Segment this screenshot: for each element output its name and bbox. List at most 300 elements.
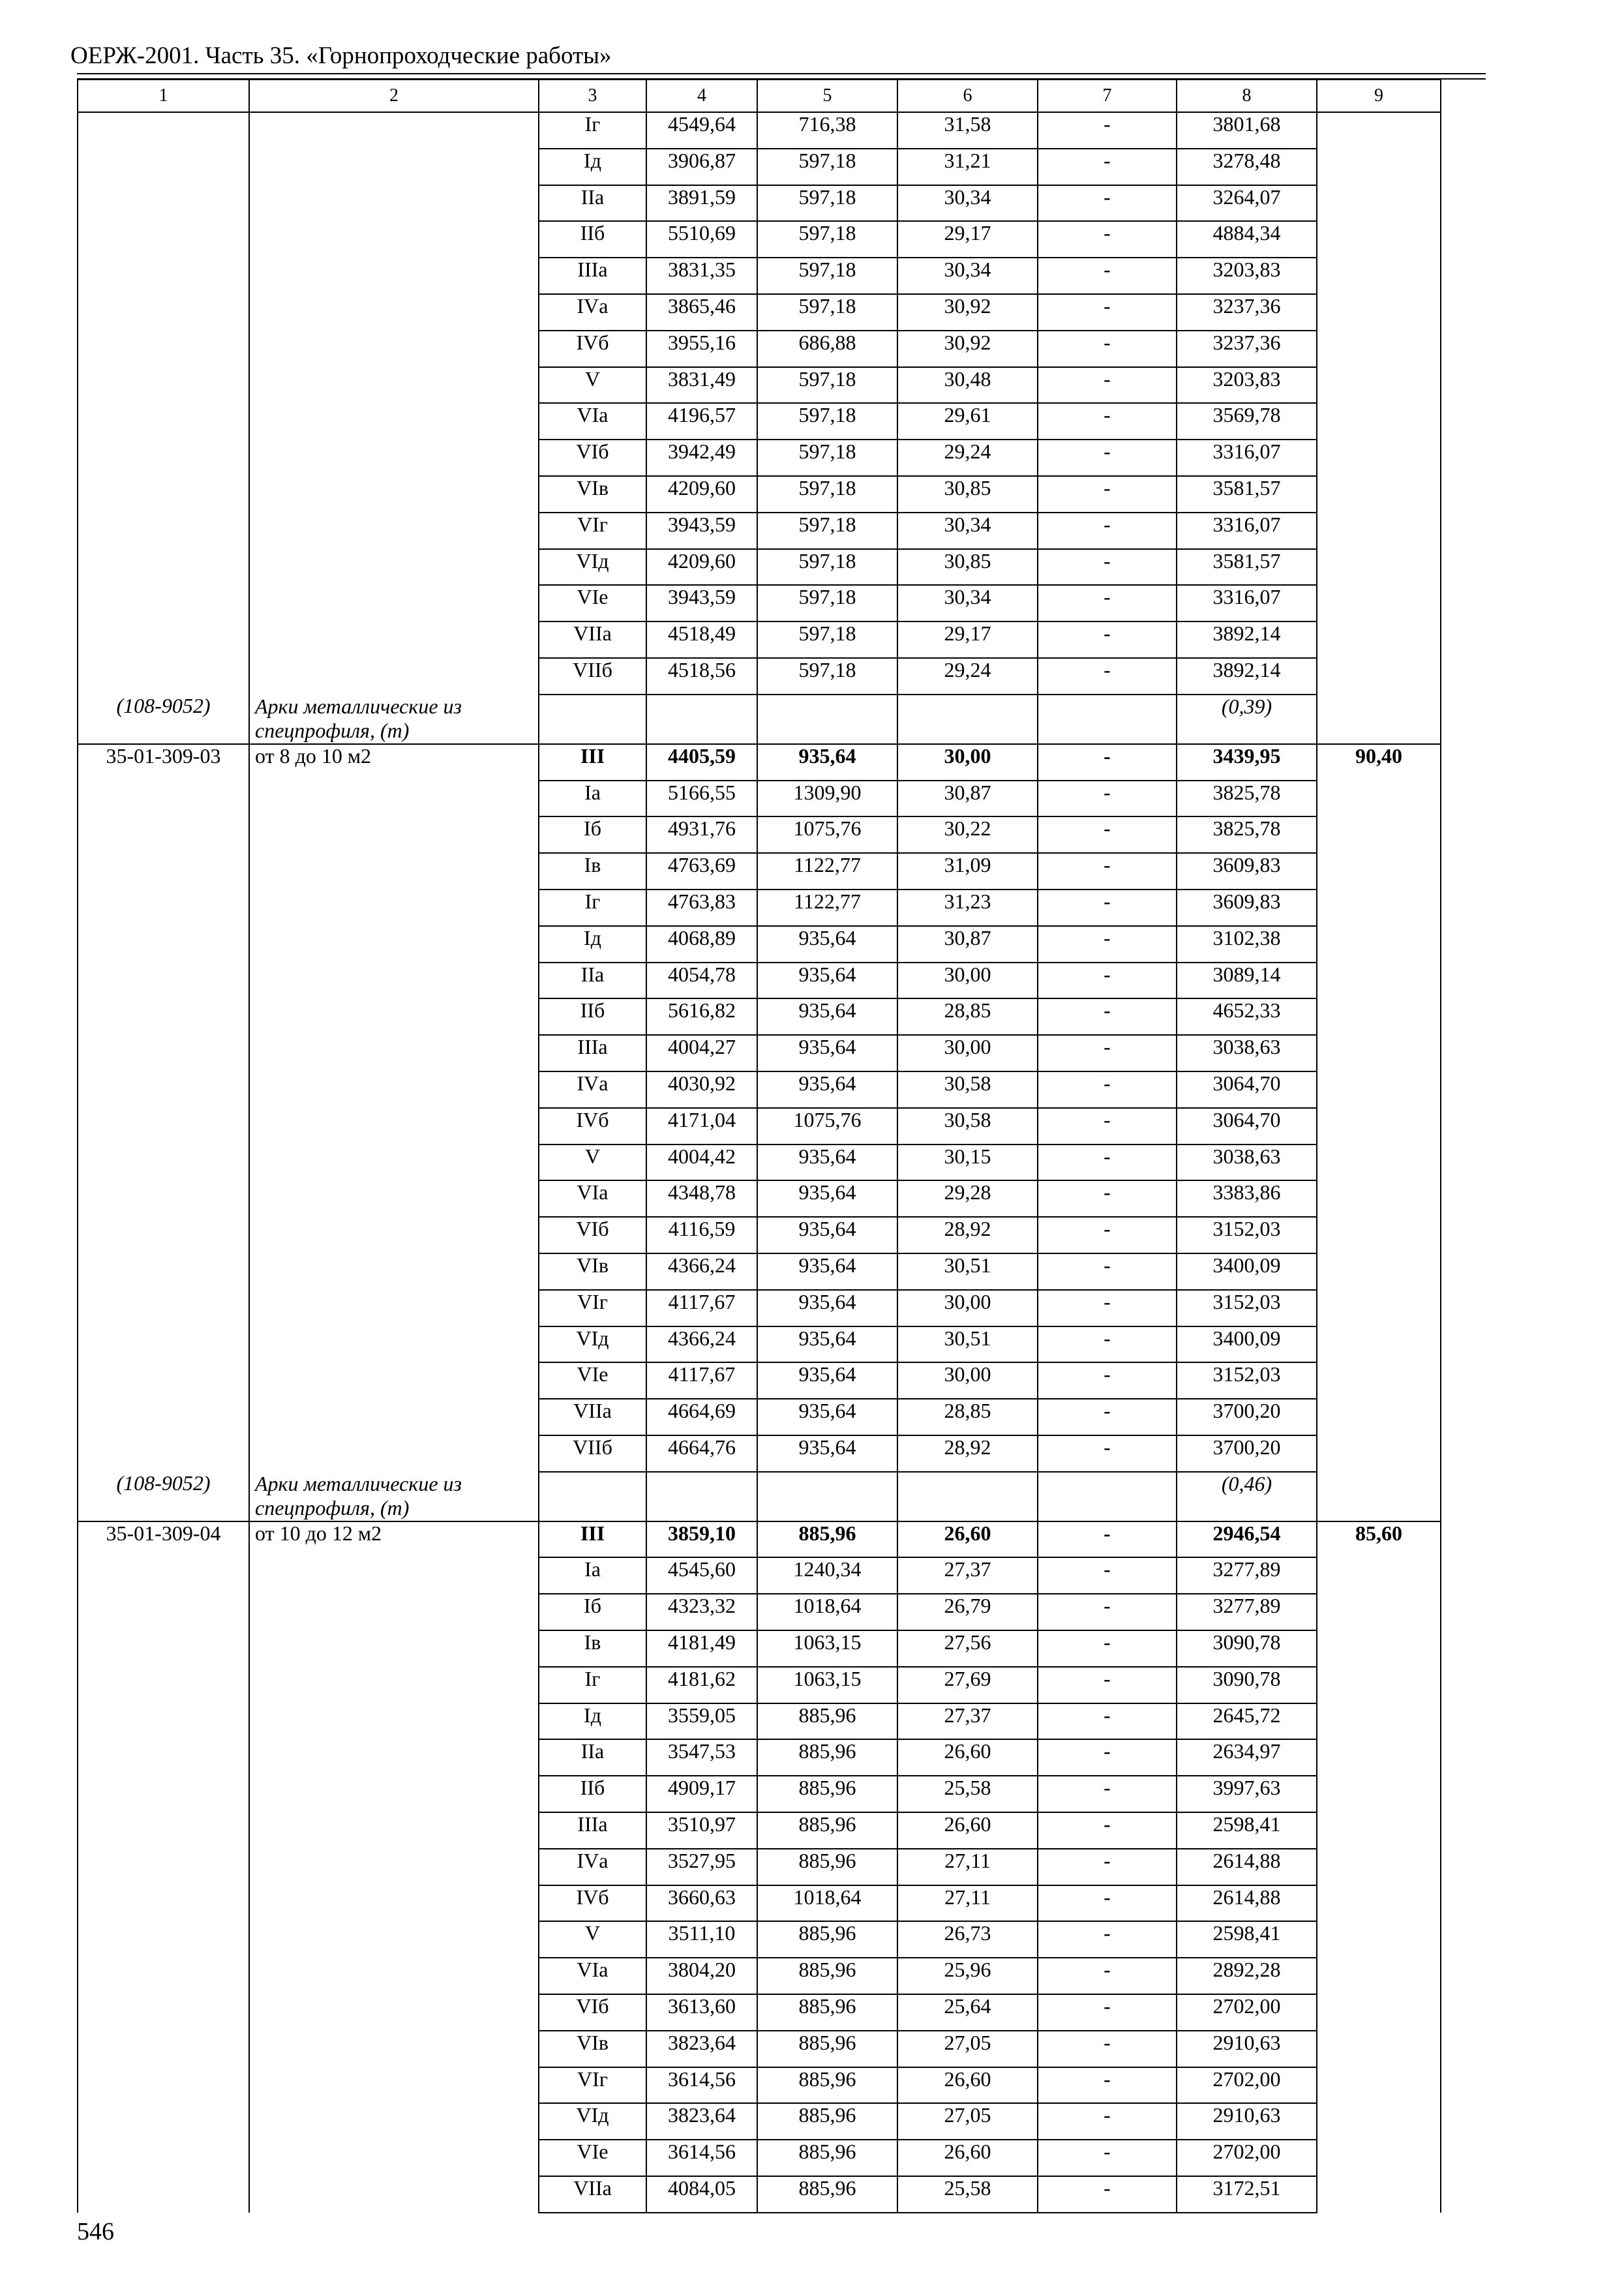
- labor-cost-cell: 885,96: [757, 1958, 897, 1994]
- labor-hours-total: 90,40: [1317, 744, 1441, 1521]
- direct-cost-cell: 4004,27: [646, 1035, 757, 1071]
- material-cost-cell: 3090,78: [1177, 1667, 1317, 1703]
- labor-cost-cell: 885,96: [757, 2140, 897, 2176]
- machine-cost-cell: 31,21: [897, 149, 1038, 185]
- driver-cost-cell: -: [1038, 440, 1177, 476]
- labor-cost-cell: 935,64: [757, 1362, 897, 1399]
- empty-cell: [646, 1472, 757, 1521]
- labor-cost-cell: 1309,90: [757, 781, 897, 817]
- column-number: 7: [1038, 80, 1177, 112]
- driver-cost-cell: -: [1038, 1521, 1177, 1558]
- material-cost-cell: 4884,34: [1177, 221, 1317, 258]
- direct-cost-cell: 3660,63: [646, 1885, 757, 1922]
- direct-cost-cell: 3804,20: [646, 1958, 757, 1994]
- labor-cost-cell: 716,38: [757, 112, 897, 149]
- driver-cost-cell: -: [1038, 1180, 1177, 1217]
- machine-cost-cell: 30,00: [897, 744, 1038, 781]
- direct-cost-cell: 4209,60: [646, 476, 757, 513]
- direct-cost-cell: 4366,24: [646, 1326, 757, 1363]
- material-cost-cell: 3064,70: [1177, 1108, 1317, 1144]
- category-cell: VIб: [539, 1994, 646, 2031]
- machine-cost-cell: 28,92: [897, 1217, 1038, 1253]
- direct-cost-cell: 3831,49: [646, 367, 757, 404]
- machine-cost-cell: 31,58: [897, 112, 1038, 149]
- column-number: 3: [539, 80, 646, 112]
- material-cost-cell: 3609,83: [1177, 853, 1317, 890]
- category-cell: VIа: [539, 1180, 646, 1217]
- labor-cost-cell: 1075,76: [757, 1108, 897, 1144]
- machine-cost-cell: 25,58: [897, 1776, 1038, 1812]
- driver-cost-cell: -: [1038, 853, 1177, 890]
- machine-cost-cell: 26,79: [897, 1594, 1038, 1630]
- direct-cost-cell: 3955,16: [646, 331, 757, 367]
- driver-cost-cell: -: [1038, 1362, 1177, 1399]
- labor-cost-cell: 1018,64: [757, 1594, 897, 1630]
- machine-cost-cell: 27,37: [897, 1703, 1038, 1740]
- category-cell: Iа: [539, 781, 646, 817]
- machine-cost-cell: 25,96: [897, 1958, 1038, 1994]
- material-cost-cell: 3038,63: [1177, 1035, 1317, 1071]
- driver-cost-cell: -: [1038, 890, 1177, 926]
- labor-cost-cell: 1063,15: [757, 1667, 897, 1703]
- labor-cost-cell: 935,64: [757, 1290, 897, 1326]
- material-cost-cell: 3090,78: [1177, 1630, 1317, 1667]
- machine-cost-cell: 28,85: [897, 998, 1038, 1035]
- material-code: (108-9052): [78, 695, 249, 744]
- direct-cost-cell: 3510,97: [646, 1812, 757, 1849]
- direct-cost-cell: 4116,59: [646, 1217, 757, 1253]
- category-cell: Iд: [539, 1703, 646, 1740]
- material-cost-cell: 3278,48: [1177, 149, 1317, 185]
- category-cell: IVб: [539, 1108, 646, 1144]
- labor-cost-cell: 885,96: [757, 1776, 897, 1812]
- category-cell: IIб: [539, 1776, 646, 1812]
- empty-cell: [1038, 695, 1177, 744]
- machine-cost-cell: 30,34: [897, 513, 1038, 549]
- category-cell: VIб: [539, 1217, 646, 1253]
- material-cost-cell: 3383,86: [1177, 1180, 1317, 1217]
- rates-table: [77, 79, 1441, 2213]
- category-cell: VIе: [539, 1362, 646, 1399]
- category-cell: IIIа: [539, 1812, 646, 1849]
- empty-cell: [897, 695, 1038, 744]
- labor-cost-cell: 935,64: [757, 1435, 897, 1472]
- material-row: [78, 695, 1441, 744]
- labor-cost-cell: 1122,77: [757, 890, 897, 926]
- category-cell: IVа: [539, 1071, 646, 1108]
- column-number-row: [78, 80, 1441, 112]
- labor-cost-cell: 885,96: [757, 1994, 897, 2031]
- category-cell: VIа: [539, 403, 646, 440]
- material-cost-cell: 4652,33: [1177, 998, 1317, 1035]
- category-cell: VIIб: [539, 658, 646, 695]
- labor-cost-cell: 1075,76: [757, 816, 897, 853]
- material-cost-cell: 3997,63: [1177, 1776, 1317, 1812]
- labor-cost-cell: 1063,15: [757, 1630, 897, 1667]
- page-number: 546: [77, 2218, 114, 2245]
- labor-cost-cell: 597,18: [757, 621, 897, 658]
- driver-cost-cell: -: [1038, 1667, 1177, 1703]
- machine-cost-cell: 30,34: [897, 185, 1038, 222]
- material-cost-cell: 3102,38: [1177, 926, 1317, 963]
- category-cell: VIд: [539, 549, 646, 586]
- direct-cost-cell: 4909,17: [646, 1776, 757, 1812]
- driver-cost-cell: -: [1038, 221, 1177, 258]
- direct-cost-cell: 4664,69: [646, 1399, 757, 1435]
- work-description: от 8 до 10 м2: [249, 744, 539, 1472]
- category-cell: Iб: [539, 1594, 646, 1630]
- category-cell: IIа: [539, 185, 646, 222]
- labor-cost-cell: 597,18: [757, 549, 897, 586]
- machine-cost-cell: 25,58: [897, 2176, 1038, 2213]
- material-cost-cell: 2614,88: [1177, 1885, 1317, 1922]
- driver-cost-cell: -: [1038, 1144, 1177, 1181]
- category-cell: VIIа: [539, 1399, 646, 1435]
- labor-cost-cell: 597,18: [757, 185, 897, 222]
- labor-cost-cell: 885,96: [757, 2031, 897, 2067]
- labor-cost-cell: 597,18: [757, 149, 897, 185]
- direct-cost-cell: 3859,10: [646, 1521, 757, 1558]
- driver-cost-cell: -: [1038, 781, 1177, 817]
- labor-cost-cell: 885,96: [757, 1739, 897, 1776]
- machine-cost-cell: 30,00: [897, 1035, 1038, 1071]
- direct-cost-cell: 4664,76: [646, 1435, 757, 1472]
- category-cell: VIв: [539, 2031, 646, 2067]
- machine-cost-cell: 26,60: [897, 1812, 1038, 1849]
- material-cost-cell: 2702,00: [1177, 2067, 1317, 2104]
- driver-cost-cell: -: [1038, 816, 1177, 853]
- labor-cost-cell: 597,18: [757, 513, 897, 549]
- category-cell: VIв: [539, 476, 646, 513]
- direct-cost-cell: 3865,46: [646, 294, 757, 331]
- direct-cost-cell: 3613,60: [646, 1994, 757, 2031]
- empty-cell: [757, 1472, 897, 1521]
- category-cell: V: [539, 1921, 646, 1958]
- category-cell: Iб: [539, 816, 646, 853]
- driver-cost-cell: -: [1038, 1108, 1177, 1144]
- category-cell: Iг: [539, 890, 646, 926]
- machine-cost-cell: 30,51: [897, 1253, 1038, 1290]
- labor-cost-cell: 935,64: [757, 926, 897, 963]
- direct-cost-cell: 5166,55: [646, 781, 757, 817]
- material-quantity: (0,46): [1177, 1472, 1317, 1521]
- labor-cost-cell: 686,88: [757, 331, 897, 367]
- direct-cost-cell: 4084,05: [646, 2176, 757, 2213]
- labor-cost-cell: 597,18: [757, 440, 897, 476]
- category-cell: VIг: [539, 1290, 646, 1326]
- driver-cost-cell: -: [1038, 1399, 1177, 1435]
- driver-cost-cell: -: [1038, 403, 1177, 440]
- empty-cell: [539, 695, 646, 744]
- machine-cost-cell: 26,60: [897, 1521, 1038, 1558]
- rate-code: 35-01-309-04: [78, 1521, 249, 2213]
- direct-cost-cell: 4518,49: [646, 621, 757, 658]
- work-description: от 10 до 12 м2: [249, 1521, 539, 2213]
- direct-cost-cell: 4366,24: [646, 1253, 757, 1290]
- machine-cost-cell: 26,60: [897, 2140, 1038, 2176]
- material-cost-cell: 3203,83: [1177, 367, 1317, 404]
- machine-cost-cell: 30,87: [897, 781, 1038, 817]
- material-cost-cell: 3152,03: [1177, 1362, 1317, 1399]
- labor-cost-cell: 935,64: [757, 744, 897, 781]
- driver-cost-cell: -: [1038, 926, 1177, 963]
- material-cost-cell: 2702,00: [1177, 1994, 1317, 2031]
- material-cost-cell: 3569,78: [1177, 403, 1317, 440]
- direct-cost-cell: 3614,56: [646, 2140, 757, 2176]
- direct-cost-cell: 4518,56: [646, 658, 757, 695]
- empty-cell: [539, 1472, 646, 1521]
- machine-cost-cell: 30,00: [897, 1290, 1038, 1326]
- direct-cost-cell: 4117,67: [646, 1290, 757, 1326]
- direct-cost-cell: 3823,64: [646, 2103, 757, 2140]
- table-row: [78, 744, 1441, 781]
- driver-cost-cell: -: [1038, 1035, 1177, 1071]
- machine-cost-cell: 30,22: [897, 816, 1038, 853]
- work-description: [249, 112, 539, 695]
- driver-cost-cell: -: [1038, 998, 1177, 1035]
- machine-cost-cell: 27,69: [897, 1667, 1038, 1703]
- material-name: Арки металлические из спецпрофиля, (т): [249, 695, 539, 744]
- category-cell: VIIб: [539, 1435, 646, 1472]
- category-cell: V: [539, 1144, 646, 1181]
- category-cell: III: [539, 1521, 646, 1558]
- machine-cost-cell: 30,58: [897, 1108, 1038, 1144]
- material-cost-cell: 3825,78: [1177, 781, 1317, 817]
- driver-cost-cell: -: [1038, 658, 1177, 695]
- material-cost-cell: 2892,28: [1177, 1958, 1317, 1994]
- material-cost-cell: 2645,72: [1177, 1703, 1317, 1740]
- material-cost-cell: 3277,89: [1177, 1594, 1317, 1630]
- driver-cost-cell: -: [1038, 1326, 1177, 1363]
- driver-cost-cell: -: [1038, 2103, 1177, 2140]
- driver-cost-cell: -: [1038, 1253, 1177, 1290]
- material-row: [78, 1472, 1441, 1521]
- machine-cost-cell: 27,05: [897, 2031, 1038, 2067]
- material-cost-cell: 3700,20: [1177, 1435, 1317, 1472]
- driver-cost-cell: -: [1038, 513, 1177, 549]
- column-number: 1: [78, 80, 249, 112]
- driver-cost-cell: -: [1038, 621, 1177, 658]
- material-cost-cell: 3089,14: [1177, 963, 1317, 999]
- material-cost-cell: 3700,20: [1177, 1399, 1317, 1435]
- labor-cost-cell: 935,64: [757, 1326, 897, 1363]
- driver-cost-cell: -: [1038, 1958, 1177, 1994]
- machine-cost-cell: 29,28: [897, 1180, 1038, 1217]
- labor-cost-cell: 885,96: [757, 1849, 897, 1885]
- labor-cost-cell: 935,64: [757, 1399, 897, 1435]
- material-quantity: (0,39): [1177, 695, 1317, 744]
- driver-cost-cell: -: [1038, 1630, 1177, 1667]
- direct-cost-cell: 4763,69: [646, 853, 757, 890]
- material-cost-cell: 3316,07: [1177, 585, 1317, 621]
- labor-cost-cell: 885,96: [757, 2176, 897, 2213]
- empty-cell: [897, 1472, 1038, 1521]
- machine-cost-cell: 29,24: [897, 658, 1038, 695]
- column-number: 4: [646, 80, 757, 112]
- labor-cost-cell: 1122,77: [757, 853, 897, 890]
- category-cell: IIб: [539, 998, 646, 1035]
- machine-cost-cell: 30,92: [897, 294, 1038, 331]
- driver-cost-cell: -: [1038, 1921, 1177, 1958]
- labor-cost-cell: 597,18: [757, 585, 897, 621]
- category-cell: Iв: [539, 1630, 646, 1667]
- driver-cost-cell: -: [1038, 744, 1177, 781]
- direct-cost-cell: 4545,60: [646, 1557, 757, 1594]
- labor-cost-cell: 935,64: [757, 1144, 897, 1181]
- machine-cost-cell: 30,85: [897, 549, 1038, 586]
- driver-cost-cell: -: [1038, 2176, 1177, 2213]
- material-cost-cell: 3316,07: [1177, 440, 1317, 476]
- labor-cost-cell: 1240,34: [757, 1557, 897, 1594]
- labor-cost-cell: 1018,64: [757, 1885, 897, 1922]
- machine-cost-cell: 27,56: [897, 1630, 1038, 1667]
- empty-cell: [646, 695, 757, 744]
- direct-cost-cell: 4171,04: [646, 1108, 757, 1144]
- direct-cost-cell: 4181,62: [646, 1667, 757, 1703]
- empty-cell: [1038, 1472, 1177, 1521]
- category-cell: VIв: [539, 1253, 646, 1290]
- labor-cost-cell: 597,18: [757, 294, 897, 331]
- material-code: (108-9052): [78, 1472, 249, 1521]
- direct-cost-cell: 4181,49: [646, 1630, 757, 1667]
- machine-cost-cell: 27,37: [897, 1557, 1038, 1594]
- category-cell: VIIа: [539, 2176, 646, 2213]
- driver-cost-cell: -: [1038, 1739, 1177, 1776]
- category-cell: VIд: [539, 2103, 646, 2140]
- direct-cost-cell: 5510,69: [646, 221, 757, 258]
- labor-cost-cell: 935,64: [757, 998, 897, 1035]
- labor-hours-total: [1317, 112, 1441, 744]
- page-header: ОЕРЖ-2001. Часть 35. «Горнопроходческие работы»: [70, 42, 612, 69]
- material-cost-cell: 3264,07: [1177, 185, 1317, 222]
- direct-cost-cell: 4117,67: [646, 1362, 757, 1399]
- material-cost-cell: 2634,97: [1177, 1739, 1317, 1776]
- direct-cost-cell: 4004,42: [646, 1144, 757, 1181]
- driver-cost-cell: -: [1038, 963, 1177, 999]
- machine-cost-cell: 30,58: [897, 1071, 1038, 1108]
- direct-cost-cell: 3527,95: [646, 1849, 757, 1885]
- machine-cost-cell: 29,24: [897, 440, 1038, 476]
- category-cell: Iв: [539, 853, 646, 890]
- category-cell: Iд: [539, 149, 646, 185]
- table-row: [78, 112, 1441, 149]
- category-cell: VIа: [539, 1958, 646, 1994]
- direct-cost-cell: 3943,59: [646, 513, 757, 549]
- material-cost-cell: 3038,63: [1177, 1144, 1317, 1181]
- driver-cost-cell: -: [1038, 2031, 1177, 2067]
- direct-cost-cell: 4196,57: [646, 403, 757, 440]
- machine-cost-cell: 30,92: [897, 331, 1038, 367]
- driver-cost-cell: -: [1038, 476, 1177, 513]
- direct-cost-cell: 4931,76: [646, 816, 757, 853]
- material-cost-cell: 3277,89: [1177, 1557, 1317, 1594]
- material-cost-cell: 3400,09: [1177, 1326, 1317, 1363]
- material-cost-cell: 2910,63: [1177, 2031, 1317, 2067]
- direct-cost-cell: 4763,83: [646, 890, 757, 926]
- material-cost-cell: 2598,41: [1177, 1812, 1317, 1849]
- category-cell: IVб: [539, 331, 646, 367]
- direct-cost-cell: 3823,64: [646, 2031, 757, 2067]
- machine-cost-cell: 27,11: [897, 1885, 1038, 1922]
- material-cost-cell: 2946,54: [1177, 1521, 1317, 1558]
- driver-cost-cell: -: [1038, 1557, 1177, 1594]
- category-cell: Iд: [539, 926, 646, 963]
- labor-cost-cell: 935,64: [757, 1180, 897, 1217]
- machine-cost-cell: 30,00: [897, 1362, 1038, 1399]
- labor-cost-cell: 597,18: [757, 221, 897, 258]
- machine-cost-cell: 29,17: [897, 621, 1038, 658]
- driver-cost-cell: -: [1038, 1594, 1177, 1630]
- material-cost-cell: 3581,57: [1177, 476, 1317, 513]
- driver-cost-cell: -: [1038, 2067, 1177, 2104]
- category-cell: IIа: [539, 963, 646, 999]
- category-cell: VIг: [539, 2067, 646, 2104]
- labor-cost-cell: 935,64: [757, 1035, 897, 1071]
- direct-cost-cell: 3943,59: [646, 585, 757, 621]
- driver-cost-cell: -: [1038, 149, 1177, 185]
- labor-cost-cell: 597,18: [757, 403, 897, 440]
- machine-cost-cell: 30,87: [897, 926, 1038, 963]
- machine-cost-cell: 30,51: [897, 1326, 1038, 1363]
- material-cost-cell: 3801,68: [1177, 112, 1317, 149]
- material-cost-cell: 3237,36: [1177, 331, 1317, 367]
- driver-cost-cell: -: [1038, 1071, 1177, 1108]
- material-cost-cell: 3609,83: [1177, 890, 1317, 926]
- labor-cost-cell: 597,18: [757, 658, 897, 695]
- material-cost-cell: 3892,14: [1177, 621, 1317, 658]
- driver-cost-cell: -: [1038, 331, 1177, 367]
- material-cost-cell: 2702,00: [1177, 2140, 1317, 2176]
- driver-cost-cell: -: [1038, 185, 1177, 222]
- labor-cost-cell: 885,96: [757, 1921, 897, 1958]
- material-cost-cell: 3581,57: [1177, 549, 1317, 586]
- labor-cost-cell: 935,64: [757, 1217, 897, 1253]
- labor-cost-cell: 597,18: [757, 258, 897, 294]
- category-cell: IIб: [539, 221, 646, 258]
- machine-cost-cell: 26,60: [897, 1739, 1038, 1776]
- labor-cost-cell: 885,96: [757, 1521, 897, 1558]
- material-cost-cell: 2910,63: [1177, 2103, 1317, 2140]
- machine-cost-cell: 28,85: [897, 1399, 1038, 1435]
- labor-cost-cell: 935,64: [757, 1253, 897, 1290]
- material-cost-cell: 3152,03: [1177, 1290, 1317, 1326]
- driver-cost-cell: -: [1038, 1994, 1177, 2031]
- direct-cost-cell: 4549,64: [646, 112, 757, 149]
- driver-cost-cell: -: [1038, 1812, 1177, 1849]
- driver-cost-cell: -: [1038, 1849, 1177, 1885]
- machine-cost-cell: 27,11: [897, 1849, 1038, 1885]
- machine-cost-cell: 30,15: [897, 1144, 1038, 1181]
- category-cell: IIIа: [539, 1035, 646, 1071]
- machine-cost-cell: 27,05: [897, 2103, 1038, 2140]
- direct-cost-cell: 3614,56: [646, 2067, 757, 2104]
- material-cost-cell: 3892,14: [1177, 658, 1317, 695]
- column-number: 9: [1317, 80, 1441, 112]
- material-cost-cell: 3152,03: [1177, 1217, 1317, 1253]
- category-cell: IIIа: [539, 258, 646, 294]
- direct-cost-cell: 3511,10: [646, 1921, 757, 1958]
- material-cost-cell: 3203,83: [1177, 258, 1317, 294]
- machine-cost-cell: 30,85: [897, 476, 1038, 513]
- driver-cost-cell: -: [1038, 294, 1177, 331]
- machine-cost-cell: 30,00: [897, 963, 1038, 999]
- driver-cost-cell: -: [1038, 1776, 1177, 1812]
- machine-cost-cell: 25,64: [897, 1994, 1038, 2031]
- category-cell: IVа: [539, 294, 646, 331]
- labor-cost-cell: 935,64: [757, 963, 897, 999]
- rate-code: [78, 112, 249, 695]
- category-cell: VIд: [539, 1326, 646, 1363]
